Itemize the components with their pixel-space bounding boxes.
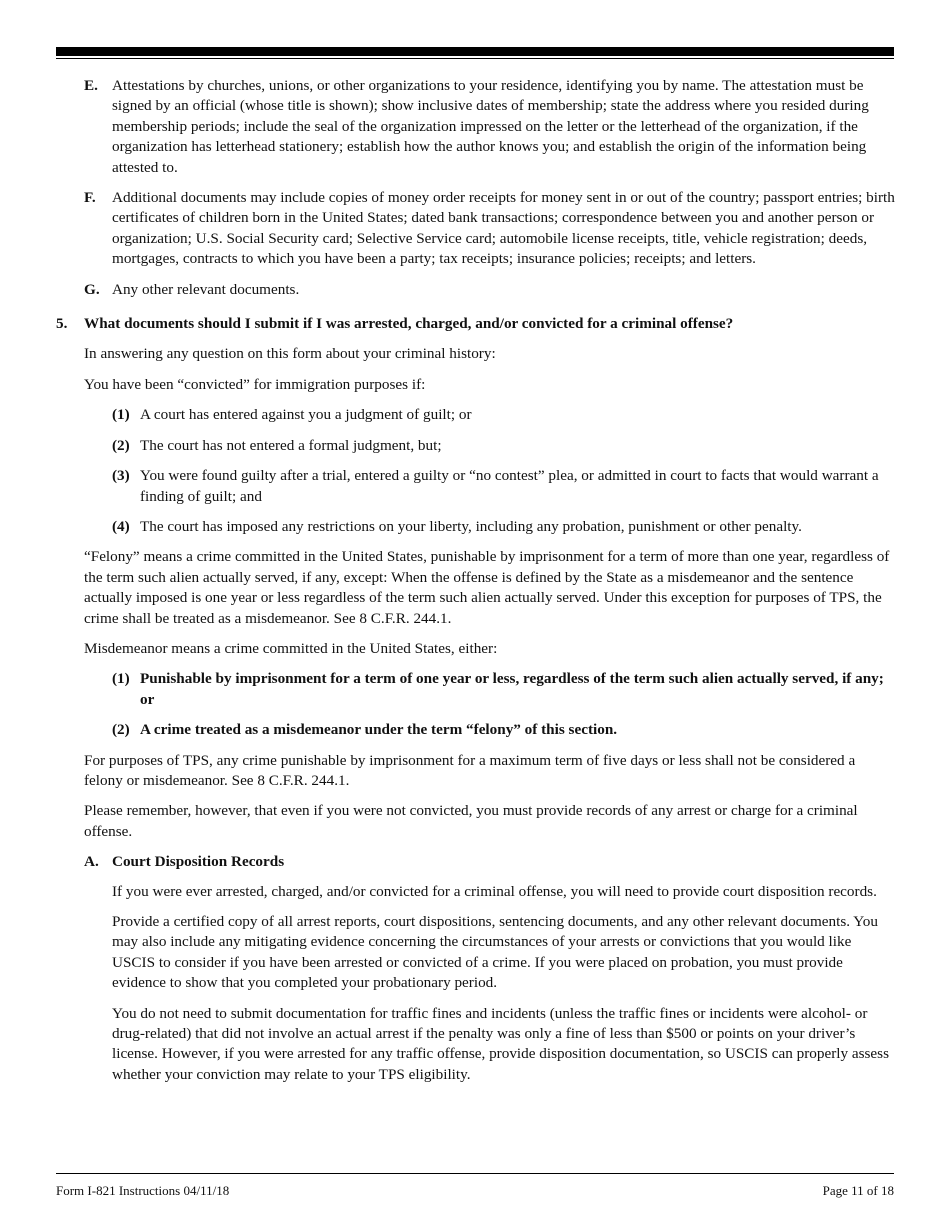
question-5-heading <box>56 314 896 334</box>
item-letter: G. <box>84 280 100 298</box>
section-a-paragraph: You do not need to submit documentation for traffic fines and incidents (unless the traffic fines or incidents were alcohol- or drug-related) that did not involve an actual arrest if the penalty was only a fine of less than $500 or points on your driver’s license. However, if you were arrested for any traffic offense, provide disposition documentation, so USCIS can properly assess whether your conviction may relate to your TPS eligibility. <box>112 1004 889 1083</box>
section-a-heading <box>84 852 896 872</box>
section-letter: A. <box>84 853 99 871</box>
convicted-item-1 <box>112 405 896 425</box>
header-thick-rule <box>56 47 894 56</box>
item-number: (4) <box>112 517 130 535</box>
item-text: The court has not entered a formal judgment, but; <box>140 436 442 454</box>
list-item-e <box>84 76 896 178</box>
convicted-item-2 <box>112 436 896 456</box>
question-text: What documents should I submit if I was arrested, charged, and/or convicted for a criminal offense? <box>84 315 734 333</box>
list-item-f <box>84 188 896 270</box>
item-number: (3) <box>112 467 130 485</box>
convicted-item-3 <box>112 466 896 507</box>
item-text: Attestations by churches, unions, or other organizations to your residence, identifying you by name. The attestation must be signed by an official (whose title is shown); show inclusive dates of membership; state the address where you resided during membership periods; include the seal of the organization impressed on the letter or the letterhead of the organization, if the organization has letterhead stationery; establish how the author knows you; and establish the origin of the information being attested to. <box>112 77 869 176</box>
section-a-paragraph: If you were ever arrested, charged, and/or convicted for a criminal offense, you will need to provide court disposition records. <box>112 882 877 900</box>
intro-paragraph: In answering any question on this form about your criminal history: <box>84 345 496 363</box>
convicted-intro: You have been “convicted” for immigration purposes if: <box>84 375 426 393</box>
footer-rule <box>56 1173 894 1174</box>
misdemeanor-intro: Misdemeanor means a crime committed in the United States, either: <box>84 639 498 657</box>
item-letter: E. <box>84 77 98 94</box>
footer-page-number: Page 11 of 18 <box>822 1183 894 1198</box>
item-text: A court has entered against you a judgment of guilt; or <box>140 406 472 424</box>
item-text: The court has imposed any restrictions on your liberty, including any probation, punishment or other penalty. <box>140 517 802 535</box>
section-a-paragraph: Provide a certified copy of all arrest reports, court dispositions, sentencing documents, and any other relevant documents. You may also include any mitigating evidence concerning the circumstances of your arrests or convictions that you would like USCIS to consider if you have been arrested or convicted of a crime. If you were placed on probation, you must provide evidence to show that you completed your probationary period. <box>112 913 878 992</box>
item-text: You were found guilty after a trial, entered a guilty or “no contest” plea, or admitted in court to facts that would warrant a finding of guilt; and <box>140 467 879 505</box>
remember-paragraph: Please remember, however, that even if you were not convicted, you must provide records of any arrest or charge for a criminal offense. <box>84 802 858 840</box>
question-number: 5. <box>56 315 68 333</box>
felony-definition: “Felony” means a crime committed in the United States, punishable by imprisonment for a term of more than one year, regardless of the term such alien actually served, if any, except: When the offense is defined by the State as a misdemeanor and the sentence actually imposed is one year or less regardless of the term such alien actually served. Under this exception for purposes of TPS, the crime shall be treated as a misdemeanor. See 8 C.F.R. 244.1. <box>84 548 890 627</box>
list-item-g <box>84 280 896 300</box>
page-content <box>56 76 896 1095</box>
item-number: (2) <box>112 436 130 454</box>
item-text: Additional documents may include copies of money order receipts for money sent in or out of the country; passport entries; birth certificates of children born in the United States; dated bank transactions; correspondence between you and another person or organization; U.S. Social Security card; Selective Service card; automobile license receipts, title, vehicle registration; deeds, mortgages, contracts to which you have been a party; tax receipts; insurance policies; receipts; and letters. <box>112 189 895 268</box>
item-number: (1) <box>112 406 130 424</box>
section-title: Court Disposition Records <box>112 853 285 871</box>
header-thin-rule <box>56 58 894 59</box>
item-number: (2) <box>112 721 130 739</box>
item-text: Punishable by imprisonment for a term of one year or less, regardless of the term such alien actually served, if any; or <box>140 670 884 708</box>
item-text: A crime treated as a misdemeanor under the term “felony” of this section. <box>140 721 618 739</box>
convicted-item-4 <box>112 517 896 537</box>
item-letter: F. <box>84 189 96 207</box>
misdemeanor-item-1 <box>112 669 896 710</box>
tps-paragraph: For purposes of TPS, any crime punishable by imprisonment for a maximum term of five days or less shall not be considered a felony or misdemeanor. See 8 C.F.R. 244.1. <box>84 751 856 789</box>
footer-form-id: Form I-821 Instructions 04/11/18 <box>56 1183 230 1198</box>
misdemeanor-item-2 <box>112 720 896 740</box>
item-text: Any other relevant documents. <box>112 280 300 298</box>
item-number: (1) <box>112 670 130 688</box>
